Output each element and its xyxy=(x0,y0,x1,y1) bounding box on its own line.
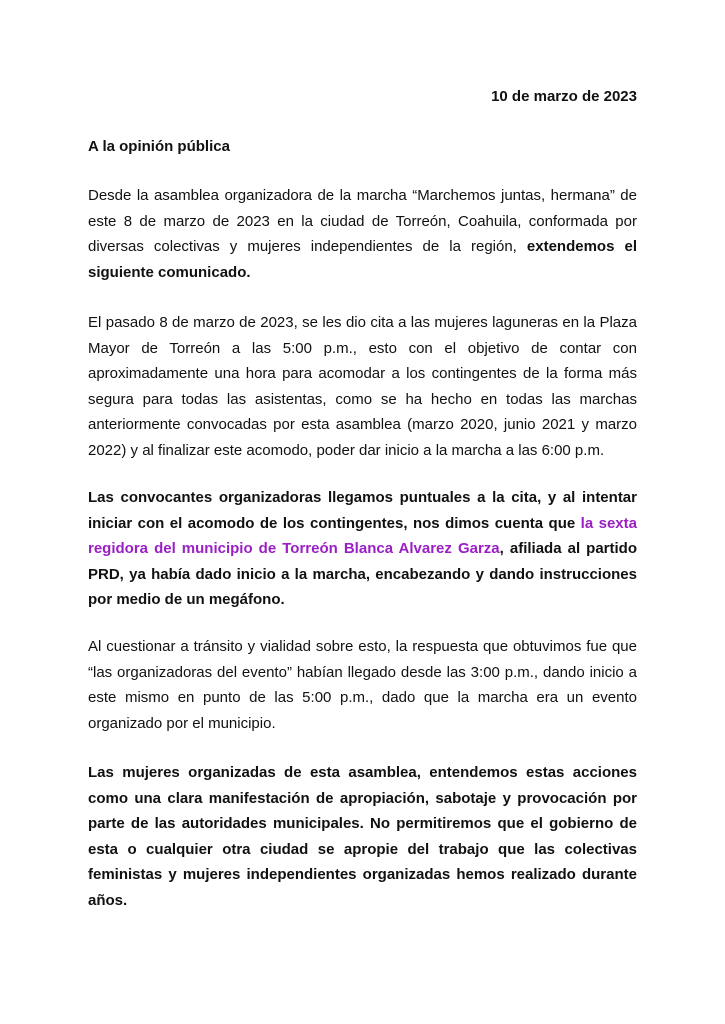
paragraph-intro-text: Desde la asamblea organizadora de la marcha “Marchemos juntas, hermana” de este 8 de marzo de 2023 en la ciudad de Torreón, Coahuila, conformada por diversas colectivas y mujeres independientes de la región, xyxy=(88,187,637,256)
highlighted-name: la sexta regidora del municipio de Torreón Blanca Alvarez Garza xyxy=(88,514,637,558)
paragraph-conclusion: Las mujeres organizadas de esta asamblea, entendemos estas acciones como una clara manifestación de apropiación, sabotaje y provocación por parte de las autoridades municipales. No permitiremos que el gobierno de esta o cualquier otra ciudad se apropie del trabajo que las colectivas feministas y mujeres independientes organizadas hemos realizado durante años. xyxy=(88,764,637,909)
paragraph-incident xyxy=(88,485,637,613)
paragraph-incident-text-after: , afiliada al partido PRD, ya había dado inicio a la marcha, encabezando y dando instrucciones por medio de un megáfono. xyxy=(88,540,637,609)
document-date: 10 de marzo de 2023 xyxy=(491,88,637,105)
paragraph-intro xyxy=(88,183,637,285)
paragraph-context: El pasado 8 de marzo de 2023, se les dio cita a las mujeres laguneras en la Plaza Mayor de Torreón a las 5:00 p.m., esto con el objetivo de contar con aproximadamente una hora para acomodar a los contingentes de la forma más segura para todas las asistentas, como se ha hecho en todas las marchas anteriormente convocadas por esta asamblea (marzo 2020, junio 2021 y marzo 2022) y al finalizar este acomodo, poder dar inicio a la marcha a las 6:00 p.m. xyxy=(88,314,637,459)
salutation: A la opinión pública xyxy=(88,138,230,155)
paragraph-incident-text-before: Las convocantes organizadoras llegamos puntuales a la cita, y al intentar iniciar con el acomodo de los contingentes, nos dimos cuenta que xyxy=(88,489,637,532)
paragraph-intro-bold: extendemos el siguiente comunicado. xyxy=(88,238,637,281)
paragraph-response: Al cuestionar a tránsito y vialidad sobre esto, la respuesta que obtuvimos fue que “las organizadoras del evento” habían llegado desde las 3:00 p.m., dando inicio a este mismo en punto de las 5:00 p.m., dado que la marcha era un evento organizado por el municipio. xyxy=(88,638,637,732)
